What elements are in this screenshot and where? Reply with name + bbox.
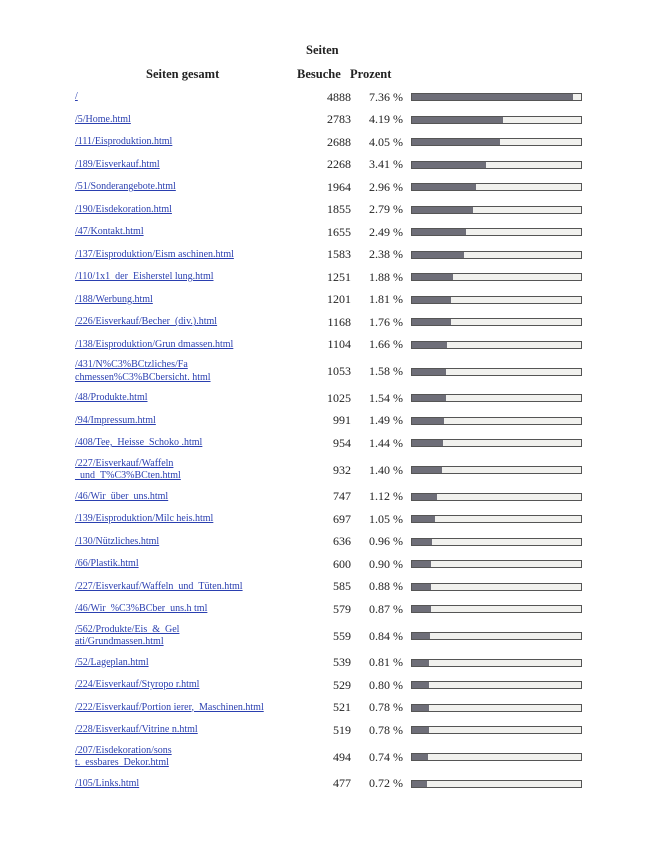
percent-value: 0.87 % <box>369 601 403 616</box>
visits-value: 1168 <box>327 314 351 329</box>
percent-value: 1.49 % <box>369 413 403 428</box>
page-cell <box>0 136 307 149</box>
percent-bar-fill <box>412 606 431 612</box>
visits-value: 1251 <box>327 269 351 284</box>
percent-bar <box>411 466 582 474</box>
table-row <box>0 334 650 357</box>
page-link-text: /138/Eisproduktion/Grun dmassen.html <box>75 338 234 350</box>
visits-value: 521 <box>333 700 351 715</box>
percent-bar <box>411 116 582 124</box>
page-cell <box>0 204 307 217</box>
page-cell <box>0 359 307 384</box>
percent-bar-fill <box>412 418 444 424</box>
percent-bar-fill <box>412 342 447 348</box>
percent-bar-fill <box>412 633 430 639</box>
page-cell <box>0 271 307 284</box>
page-link[interactable] <box>75 204 307 217</box>
percent-bar <box>411 726 582 734</box>
percent-bar-fill <box>412 139 500 145</box>
visits-value: 1655 <box>327 224 351 239</box>
percent-bar <box>411 753 582 761</box>
percent-bar-fill <box>412 297 451 303</box>
page-cell <box>0 415 307 428</box>
table-row <box>0 244 650 267</box>
page-link[interactable] <box>75 114 307 127</box>
percent-value: 1.05 % <box>369 511 403 526</box>
page-link[interactable] <box>75 745 307 770</box>
percent-bar-fill <box>412 660 429 666</box>
percent-bar-fill <box>412 467 442 473</box>
percent-value: 0.78 % <box>369 722 403 737</box>
page-cell <box>0 657 307 670</box>
percent-value: 1.12 % <box>369 489 403 504</box>
page-cell <box>0 114 307 127</box>
percent-column-header: Prozent <box>350 67 392 81</box>
percent-bar <box>411 515 582 523</box>
page-link-text-continued: t._essbares_Dekor.html <box>75 757 169 768</box>
visits-value: 2688 <box>327 134 351 149</box>
page-link-text: /189/Eisverkauf.html <box>75 158 160 170</box>
page-cell <box>0 536 307 549</box>
page-link[interactable] <box>75 226 307 239</box>
percent-bar-fill <box>412 539 432 545</box>
page-link-text: /224/Eisverkauf/Styropo r.html <box>75 679 200 690</box>
percent-bar-fill <box>412 781 427 787</box>
page-cell <box>0 603 307 616</box>
visits-value: 519 <box>333 722 351 737</box>
percent-value: 0.88 % <box>369 579 403 594</box>
table-row <box>0 199 650 222</box>
table-row <box>0 576 650 599</box>
page-cell <box>0 339 307 352</box>
page-cell <box>0 159 307 172</box>
visits-column-header: Besuche <box>297 67 341 81</box>
page-cell <box>0 624 307 649</box>
table-row <box>0 621 650 652</box>
page-link-text: /52/Lageplan.html <box>75 656 149 668</box>
page-cell <box>0 226 307 239</box>
page-link-text: /94/Impressum.html <box>75 414 156 426</box>
visits-value: 585 <box>333 579 351 594</box>
page-link-text: /431/N%C3%BCtzliches/Fa <box>75 359 188 370</box>
percent-bar <box>411 394 582 402</box>
page-link-text: /137/Eisproduktion/Eism aschinen.html <box>75 248 234 260</box>
table-row <box>0 652 650 675</box>
page-link[interactable] <box>75 581 307 594</box>
page-link[interactable] <box>75 536 307 549</box>
page-link[interactable] <box>75 316 307 329</box>
table-row <box>0 773 650 796</box>
page-link[interactable] <box>75 271 307 284</box>
visits-value: 636 <box>333 534 351 549</box>
column-group-header: Seiten <box>306 43 339 57</box>
table-row <box>0 289 650 312</box>
percent-bar-fill <box>412 207 473 213</box>
percent-value: 1.40 % <box>369 462 403 477</box>
percent-value: 0.96 % <box>369 534 403 549</box>
percent-value: 7.36 % <box>369 89 403 104</box>
percent-bar-fill <box>412 754 428 760</box>
table-row <box>0 387 650 410</box>
page-link-text: /130/Nützliches.html <box>75 535 160 547</box>
percent-bar-fill <box>412 117 503 123</box>
visits-value: 932 <box>333 462 351 477</box>
percent-bar <box>411 228 582 236</box>
table-row <box>0 553 650 576</box>
visits-value: 1855 <box>327 202 351 217</box>
page-link-text: /227/Eisverkauf/Waffeln <box>75 457 174 469</box>
percent-value: 1.44 % <box>369 435 403 450</box>
page-link-text: /46/Wir_%C3%BCber_uns.h tml <box>75 603 208 614</box>
percent-bar-fill <box>412 727 429 733</box>
visits-value: 529 <box>333 677 351 692</box>
percent-value: 2.38 % <box>369 247 403 262</box>
visits-value: 559 <box>333 628 351 643</box>
percent-bar-fill <box>412 184 476 190</box>
percent-value: 0.78 % <box>369 700 403 715</box>
percent-value: 0.72 % <box>369 776 403 791</box>
percent-bar <box>411 704 582 712</box>
page-cell <box>0 778 307 791</box>
visits-value: 1025 <box>327 390 351 405</box>
page-link[interactable] <box>75 249 307 262</box>
page-link-text: /190/Eisdekoration.html <box>75 203 172 215</box>
percent-value: 4.05 % <box>369 134 403 149</box>
page-link-text-continued: chmessen%C3%BCbersicht. html <box>75 371 211 383</box>
percent-bar <box>411 206 582 214</box>
page-link[interactable] <box>75 558 307 571</box>
percent-bar-fill <box>412 369 446 375</box>
page-link[interactable] <box>75 624 307 649</box>
visits-value: 1964 <box>327 179 351 194</box>
percent-bar <box>411 681 582 689</box>
table-row <box>0 598 650 621</box>
page-link-text: /227/Eisverkauf/Waffeln_und_Tüten.html <box>75 580 243 592</box>
percent-bar-fill <box>412 584 431 590</box>
page-link-text: /46/Wir_über_uns.html <box>75 490 169 502</box>
table-row <box>0 508 650 531</box>
percent-bar <box>411 93 582 101</box>
percent-value: 0.90 % <box>369 556 403 571</box>
page-link[interactable] <box>75 392 307 405</box>
percent-value: 1.76 % <box>369 314 403 329</box>
page-cell <box>0 724 307 737</box>
percent-value: 4.19 % <box>369 112 403 127</box>
percent-bar <box>411 296 582 304</box>
visits-value: 2783 <box>327 112 351 127</box>
page-link[interactable] <box>75 702 307 715</box>
table-row <box>0 719 650 742</box>
table-row <box>0 674 650 697</box>
page-link-text: /408/Tee,_Heisse_Schoko .html <box>75 437 203 448</box>
percent-value: 1.81 % <box>369 292 403 307</box>
percent-value: 0.81 % <box>369 655 403 670</box>
page-link[interactable] <box>75 359 307 384</box>
visits-value: 1053 <box>327 364 351 378</box>
percent-bar-fill <box>412 252 464 258</box>
page-link-text: /110/1x1_der_Eisherstel lung.html <box>75 271 214 282</box>
page-link[interactable] <box>75 491 307 504</box>
page-link[interactable] <box>75 294 307 307</box>
stats-table <box>0 86 650 795</box>
percent-bar <box>411 493 582 501</box>
page-link[interactable] <box>75 339 307 352</box>
visits-value: 954 <box>333 435 351 450</box>
page-cell <box>0 458 307 483</box>
page-link[interactable] <box>75 159 307 172</box>
page-link[interactable] <box>75 136 307 149</box>
page-link[interactable] <box>75 679 307 692</box>
page-link[interactable] <box>75 603 307 616</box>
percent-bar <box>411 341 582 349</box>
page-link[interactable] <box>75 91 307 104</box>
page-link-text: /105/Links.html <box>75 777 140 789</box>
table-row <box>0 356 650 387</box>
page-cell <box>0 316 307 329</box>
page-link-text: /207/Eisdekoration/sons <box>75 744 172 756</box>
page-cell <box>0 249 307 262</box>
visits-value: 1583 <box>327 247 351 262</box>
percent-bar <box>411 273 582 281</box>
page-cell <box>0 679 307 692</box>
page-link[interactable] <box>75 415 307 428</box>
page-link-text: /111/Eisproduktion.html <box>75 136 173 147</box>
percent-bar-fill <box>412 229 466 235</box>
visits-value: 747 <box>333 489 351 504</box>
page-link[interactable] <box>75 778 307 791</box>
page-link-text: /139/Eisproduktion/Milc heis.html <box>75 513 214 524</box>
visits-value: 494 <box>333 749 351 764</box>
page-cell <box>0 437 307 450</box>
page-link-text: /222/Eisverkauf/Portion ierer,_Maschinen.html <box>75 701 264 713</box>
page-link[interactable] <box>75 437 307 450</box>
percent-bar-fill <box>412 682 429 688</box>
table-row <box>0 531 650 554</box>
visits-value: 1201 <box>327 292 351 307</box>
percent-bar <box>411 318 582 326</box>
page-link[interactable] <box>75 724 307 737</box>
percent-bar-fill <box>412 395 446 401</box>
page-cell <box>0 581 307 594</box>
table-row <box>0 486 650 509</box>
visits-value: 697 <box>333 511 351 526</box>
table-row <box>0 131 650 154</box>
page-link-text: /228/Eisverkauf/Vitrine n.html <box>75 724 198 735</box>
percent-bar <box>411 183 582 191</box>
table-row <box>0 697 650 720</box>
percent-bar <box>411 138 582 146</box>
page-column-header: Seiten gesamt <box>146 67 220 81</box>
percent-bar <box>411 632 582 640</box>
percent-value: 0.84 % <box>369 628 403 643</box>
page-cell <box>0 745 307 770</box>
percent-value: 0.74 % <box>369 749 403 764</box>
table-row <box>0 221 650 244</box>
page-link-text: /48/Produkte.html <box>75 392 148 403</box>
percent-value: 1.66 % <box>369 337 403 352</box>
percent-value: 1.88 % <box>369 269 403 284</box>
percent-bar-fill <box>412 94 573 100</box>
percent-bar <box>411 417 582 425</box>
page-link-text: /5/Home.html <box>75 113 131 125</box>
page-link-text: /51/Sonderangebote.html <box>75 181 176 192</box>
page-cell <box>0 702 307 715</box>
page-link-text: /562/Produkte/Eis_&_Gel <box>75 623 180 635</box>
visits-value: 600 <box>333 556 351 571</box>
table-row <box>0 432 650 455</box>
visits-value: 579 <box>333 601 351 616</box>
visits-value: 991 <box>333 413 351 428</box>
page-link-text: /188/Werbung.html <box>75 293 153 305</box>
percent-bar <box>411 583 582 591</box>
percent-bar <box>411 605 582 613</box>
page-link[interactable] <box>75 657 307 670</box>
percent-bar-fill <box>412 494 437 500</box>
page-link[interactable] <box>75 458 307 483</box>
table-row <box>0 109 650 132</box>
percent-value: 2.96 % <box>369 179 403 194</box>
percent-value: 1.54 % <box>369 390 403 405</box>
page-cell <box>0 294 307 307</box>
visits-value: 1104 <box>327 337 351 352</box>
table-row <box>0 266 650 289</box>
visits-value: 477 <box>333 776 351 791</box>
table-row <box>0 86 650 109</box>
percent-bar <box>411 251 582 259</box>
page-cell <box>0 91 307 104</box>
percent-bar-fill <box>412 162 486 168</box>
page-cell <box>0 558 307 571</box>
percent-value: 2.79 % <box>369 202 403 217</box>
percent-bar-fill <box>412 705 429 711</box>
visits-value: 4888 <box>327 89 351 104</box>
page-link-text: /47/Kontakt.html <box>75 226 144 237</box>
page-link-text: / <box>75 91 78 102</box>
page-link-text: /66/Plastik.html <box>75 558 139 569</box>
page-link-text-continued: _und_T%C3%BCten.html <box>75 470 181 481</box>
percent-value: 2.49 % <box>369 224 403 239</box>
page-cell <box>0 491 307 504</box>
table-row <box>0 154 650 177</box>
page-link[interactable] <box>75 181 307 194</box>
table-row <box>0 742 650 773</box>
percent-value: 0.80 % <box>369 677 403 692</box>
percent-bar <box>411 560 582 568</box>
percent-bar <box>411 659 582 667</box>
page-cell <box>0 392 307 405</box>
percent-bar-fill <box>412 319 451 325</box>
percent-bar-fill <box>412 440 443 446</box>
table-row <box>0 176 650 199</box>
percent-bar <box>411 538 582 546</box>
page-link-text-continued: ati/Grundmassen.html <box>75 636 164 647</box>
visits-value: 539 <box>333 655 351 670</box>
percent-bar <box>411 439 582 447</box>
visits-value: 2268 <box>327 157 351 172</box>
percent-bar <box>411 780 582 788</box>
percent-bar-fill <box>412 561 431 567</box>
table-row <box>0 455 650 486</box>
percent-bar <box>411 368 582 376</box>
percent-bar-fill <box>412 274 453 280</box>
page-cell <box>0 513 307 526</box>
percent-bar-fill <box>412 516 435 522</box>
percent-value: 3.41 % <box>369 157 403 172</box>
page-cell <box>0 181 307 194</box>
percent-value: 1.58 % <box>369 364 403 378</box>
table-row <box>0 410 650 433</box>
page-link-text: /226/Eisverkauf/Becher_(div.).html <box>75 316 218 327</box>
page-link[interactable] <box>75 513 307 526</box>
percent-bar <box>411 161 582 169</box>
table-row <box>0 311 650 334</box>
